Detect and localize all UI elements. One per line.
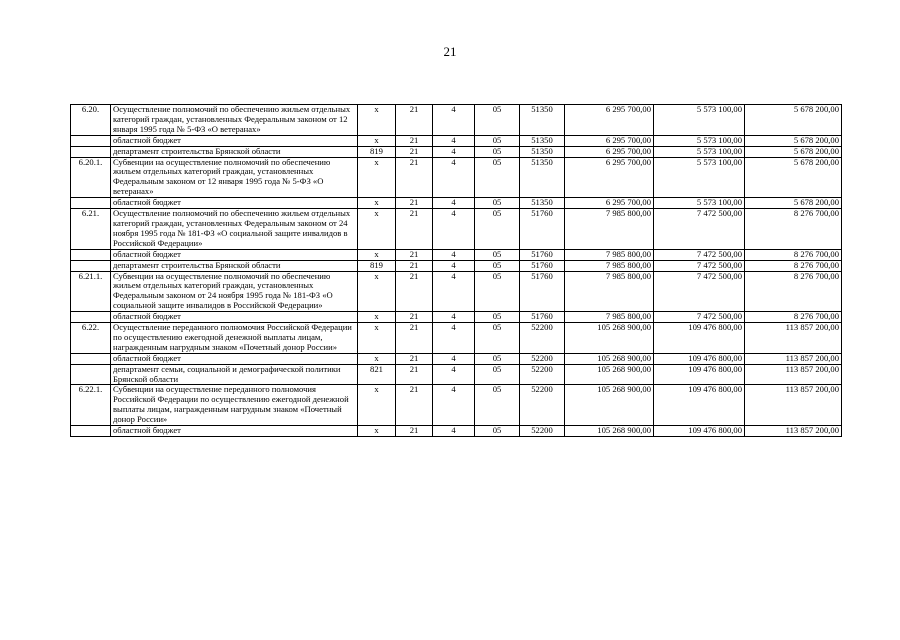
section-cell: 21: [396, 157, 433, 198]
section-cell: 21: [396, 353, 433, 364]
grbs-cell: х: [358, 249, 396, 260]
row-number-cell: 6.22.1.: [71, 385, 111, 426]
description-cell: Осуществление полномочий по обеспечению жильем отдельных категорий граждан, установленных Федеральным законом от 12 января 1995 года № 5-ФЗ «О ветеранах»: [111, 105, 358, 136]
amount-year2-cell: 5 573 100,00: [654, 198, 745, 209]
table-row: [71, 135, 842, 146]
table-row: [71, 146, 842, 157]
grbs-cell: 819: [358, 146, 396, 157]
amount-year1-cell: 7 985 800,00: [565, 249, 654, 260]
code-cell: 52200: [520, 364, 565, 385]
amount-year3-cell: 8 276 700,00: [745, 260, 842, 271]
section-cell: 21: [396, 198, 433, 209]
row-number-cell: [71, 260, 111, 271]
subsection-cell: 4: [433, 105, 475, 136]
amount-year2-cell: 7 472 500,00: [654, 249, 745, 260]
subsection-cell: 4: [433, 312, 475, 323]
amount-year3-cell: 5 678 200,00: [745, 135, 842, 146]
section-cell: 21: [396, 271, 433, 312]
row-number-cell: 6.20.1.: [71, 157, 111, 198]
code-cell: 52200: [520, 426, 565, 437]
amount-year3-cell: 8 276 700,00: [745, 249, 842, 260]
amount-year2-cell: 109 476 800,00: [654, 323, 745, 354]
section-cell: 21: [396, 364, 433, 385]
amount-year3-cell: 5 678 200,00: [745, 146, 842, 157]
amount-year2-cell: 7 472 500,00: [654, 312, 745, 323]
grbs-cell: 821: [358, 364, 396, 385]
description-cell: областной бюджет: [111, 135, 358, 146]
section-cell: 21: [396, 312, 433, 323]
target-article-cell: 05: [475, 260, 520, 271]
grbs-cell: х: [358, 312, 396, 323]
target-article-cell: 05: [475, 364, 520, 385]
subsection-cell: 4: [433, 323, 475, 354]
table-row: [71, 385, 842, 426]
code-cell: 51760: [520, 249, 565, 260]
target-article-cell: 05: [475, 146, 520, 157]
table-row: [71, 353, 842, 364]
description-cell: Субвенции на осуществление полномочий по обеспечению жильем отдельных категорий граждан, установленных Федеральным законом от 12 января 1995 года № 5-ФЗ «О ветеранах»: [111, 157, 358, 198]
description-cell: департамент строительства Брянской области: [111, 146, 358, 157]
amount-year1-cell: 105 268 900,00: [565, 426, 654, 437]
amount-year2-cell: 109 476 800,00: [654, 364, 745, 385]
subsection-cell: 4: [433, 146, 475, 157]
target-article-cell: 05: [475, 271, 520, 312]
amount-year3-cell: 113 857 200,00: [745, 323, 842, 354]
amount-year2-cell: 7 472 500,00: [654, 271, 745, 312]
row-number-cell: [71, 353, 111, 364]
grbs-cell: х: [358, 157, 396, 198]
code-cell: 52200: [520, 353, 565, 364]
section-cell: 21: [396, 135, 433, 146]
grbs-cell: х: [358, 135, 396, 146]
amount-year1-cell: 7 985 800,00: [565, 271, 654, 312]
grbs-cell: х: [358, 385, 396, 426]
grbs-cell: 819: [358, 260, 396, 271]
code-cell: 51350: [520, 105, 565, 136]
amount-year2-cell: 5 573 100,00: [654, 146, 745, 157]
table-row: [71, 157, 842, 198]
row-number-cell: 6.22.: [71, 323, 111, 354]
amount-year1-cell: 7 985 800,00: [565, 260, 654, 271]
target-article-cell: 05: [475, 426, 520, 437]
grbs-cell: х: [358, 323, 396, 354]
amount-year2-cell: 109 476 800,00: [654, 426, 745, 437]
row-number-cell: [71, 426, 111, 437]
target-article-cell: 05: [475, 135, 520, 146]
table-body: [71, 105, 842, 437]
amount-year1-cell: 6 295 700,00: [565, 157, 654, 198]
description-cell: департамент строительства Брянской области: [111, 260, 358, 271]
amount-year1-cell: 105 268 900,00: [565, 323, 654, 354]
subsection-cell: 4: [433, 385, 475, 426]
amount-year2-cell: 5 573 100,00: [654, 135, 745, 146]
subsection-cell: 4: [433, 271, 475, 312]
amount-year1-cell: 6 295 700,00: [565, 105, 654, 136]
page-number: 21: [443, 44, 457, 59]
amount-year2-cell: 5 573 100,00: [654, 157, 745, 198]
row-number-cell: 6.21.1.: [71, 271, 111, 312]
amount-year2-cell: 109 476 800,00: [654, 385, 745, 426]
amount-year1-cell: 6 295 700,00: [565, 198, 654, 209]
section-cell: 21: [396, 385, 433, 426]
row-number-cell: [71, 364, 111, 385]
subsection-cell: 4: [433, 353, 475, 364]
description-cell: Субвенции на осуществление полномочий по обеспечению жильем отдельных категорий граждан, установленных Федеральным законом от 24 ноября 1995 года № 181-ФЗ «О социальной защите инвалидов в Российской Федерации»: [111, 271, 358, 312]
subsection-cell: 4: [433, 209, 475, 250]
section-cell: 21: [396, 323, 433, 354]
amount-year1-cell: 6 295 700,00: [565, 135, 654, 146]
target-article-cell: 05: [475, 198, 520, 209]
amount-year1-cell: 7 985 800,00: [565, 312, 654, 323]
grbs-cell: х: [358, 426, 396, 437]
amount-year3-cell: 5 678 200,00: [745, 198, 842, 209]
row-number-cell: [71, 198, 111, 209]
code-cell: 51760: [520, 271, 565, 312]
table-row: [71, 198, 842, 209]
row-number-cell: [71, 249, 111, 260]
code-cell: 51350: [520, 146, 565, 157]
table-row: [71, 105, 842, 136]
table-row: [71, 209, 842, 250]
grbs-cell: х: [358, 353, 396, 364]
grbs-cell: х: [358, 105, 396, 136]
section-cell: 21: [396, 426, 433, 437]
section-cell: 21: [396, 249, 433, 260]
table-row: [71, 426, 842, 437]
description-cell: Осуществление полномочий по обеспечению жильем отдельных категорий граждан, установленных Федеральным законом от 24 ноября 1995 года № 181-ФЗ «О социальной защите инвалидов в Российской Федерации»: [111, 209, 358, 250]
amount-year1-cell: 6 295 700,00: [565, 146, 654, 157]
description-cell: областной бюджет: [111, 312, 358, 323]
code-cell: 52200: [520, 323, 565, 354]
subsection-cell: 4: [433, 198, 475, 209]
target-article-cell: 05: [475, 249, 520, 260]
subsection-cell: 4: [433, 157, 475, 198]
row-number-cell: 6.20.: [71, 105, 111, 136]
description-cell: департамент семьи, социальной и демографической политики Брянской области: [111, 364, 358, 385]
description-cell: Осуществление переданного полномочия Российской Федерации по осуществлению ежегодной денежной выплаты лицам, награжденным нагрудным знаком «Почетный донор России»: [111, 323, 358, 354]
description-cell: областной бюджет: [111, 198, 358, 209]
description-cell: областной бюджет: [111, 353, 358, 364]
target-article-cell: 05: [475, 157, 520, 198]
row-number-cell: [71, 135, 111, 146]
subsection-cell: 4: [433, 135, 475, 146]
target-article-cell: 05: [475, 209, 520, 250]
table-row: [71, 323, 842, 354]
code-cell: 51350: [520, 157, 565, 198]
description-cell: областной бюджет: [111, 249, 358, 260]
budget-table: [70, 104, 842, 437]
amount-year3-cell: 113 857 200,00: [745, 353, 842, 364]
amount-year2-cell: 109 476 800,00: [654, 353, 745, 364]
table-row: [71, 249, 842, 260]
target-article-cell: 05: [475, 312, 520, 323]
row-number-cell: [71, 312, 111, 323]
target-article-cell: 05: [475, 353, 520, 364]
description-cell: Субвенции на осуществление переданного полномочия Российской Федерации по осуществлению ежегодной денежной выплаты лицам, награжденным нагрудным знаком «Почетный донор России»: [111, 385, 358, 426]
amount-year1-cell: 105 268 900,00: [565, 353, 654, 364]
amount-year1-cell: 105 268 900,00: [565, 364, 654, 385]
amount-year3-cell: 5 678 200,00: [745, 105, 842, 136]
row-number-cell: [71, 146, 111, 157]
subsection-cell: 4: [433, 426, 475, 437]
target-article-cell: 05: [475, 323, 520, 354]
code-cell: 51760: [520, 209, 565, 250]
grbs-cell: х: [358, 209, 396, 250]
code-cell: 51760: [520, 260, 565, 271]
subsection-cell: 4: [433, 249, 475, 260]
description-cell: областной бюджет: [111, 426, 358, 437]
section-cell: 21: [396, 146, 433, 157]
table-row: [71, 271, 842, 312]
amount-year2-cell: 7 472 500,00: [654, 260, 745, 271]
amount-year1-cell: 7 985 800,00: [565, 209, 654, 250]
row-number-cell: 6.21.: [71, 209, 111, 250]
amount-year3-cell: 113 857 200,00: [745, 426, 842, 437]
amount-year1-cell: 105 268 900,00: [565, 385, 654, 426]
target-article-cell: 05: [475, 105, 520, 136]
amount-year3-cell: 8 276 700,00: [745, 209, 842, 250]
target-article-cell: 05: [475, 385, 520, 426]
amount-year3-cell: 113 857 200,00: [745, 385, 842, 426]
section-cell: 21: [396, 209, 433, 250]
amount-year3-cell: 5 678 200,00: [745, 157, 842, 198]
section-cell: 21: [396, 105, 433, 136]
amount-year3-cell: 113 857 200,00: [745, 364, 842, 385]
table-row: [71, 364, 842, 385]
amount-year2-cell: 5 573 100,00: [654, 105, 745, 136]
subsection-cell: 4: [433, 364, 475, 385]
amount-year3-cell: 8 276 700,00: [745, 312, 842, 323]
grbs-cell: х: [358, 198, 396, 209]
subsection-cell: 4: [433, 260, 475, 271]
amount-year2-cell: 7 472 500,00: [654, 209, 745, 250]
code-cell: 51350: [520, 135, 565, 146]
section-cell: 21: [396, 260, 433, 271]
table-row: [71, 260, 842, 271]
code-cell: 51350: [520, 198, 565, 209]
table-row: [71, 312, 842, 323]
amount-year3-cell: 8 276 700,00: [745, 271, 842, 312]
code-cell: 52200: [520, 385, 565, 426]
grbs-cell: х: [358, 271, 396, 312]
code-cell: 51760: [520, 312, 565, 323]
